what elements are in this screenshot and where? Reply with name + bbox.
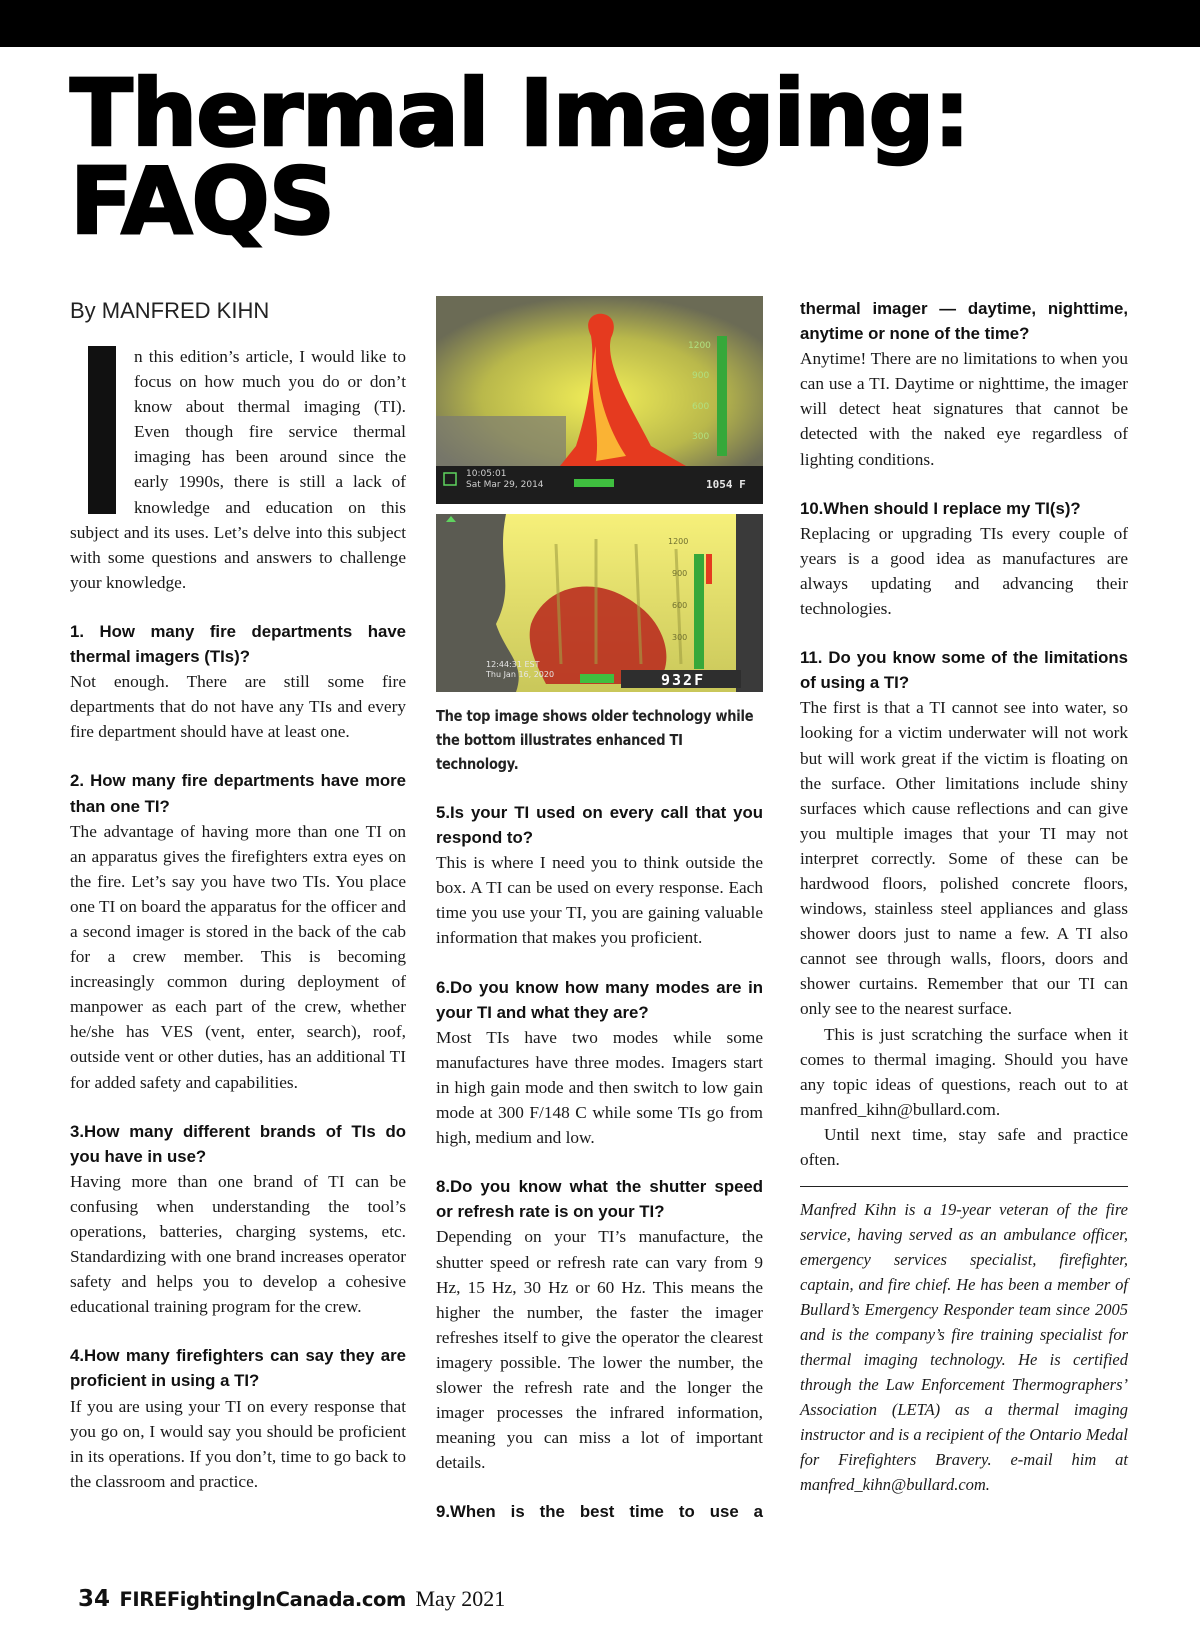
answer-3: Having more than one brand of TI can be confusing when understanding the tool’s operations, batteries, charging systems, etc. Standardizing with one brand increases operator safety and helps you to develop a cohesive educational training program for the crew. <box>70 1171 406 1317</box>
answer-5: This is where I need you to think outside the box. A TI can be used on every response. Each time you use your TI, you are gaining valuable information that makes you proficient. <box>436 853 763 948</box>
top-scale-1: 1200 <box>688 341 711 351</box>
footer-site: FIREFightingInCanada.com <box>119 1588 406 1611</box>
closing-paragraph-1: This is just scratching the surface when it comes to thermal imaging. Should you have any topic ideas of questions, reach out to at manfred_kihn@bullard.com. <box>800 1024 1128 1119</box>
top-scale-2: 900 <box>692 371 710 381</box>
page-footer <box>78 1584 505 1615</box>
column-1 <box>70 296 406 1494</box>
column-2 <box>436 296 763 1524</box>
bottom-scale-4: 300 <box>672 633 688 642</box>
answer-10: Replacing or upgrading TIs every couple of years is a good idea as manufactures are always updating and advancing their technologies. <box>800 523 1128 619</box>
bottom-temp-readout: 932F <box>661 671 706 689</box>
question-1: 1. How many fire departments have thermal imagers (TIs)? <box>70 621 406 667</box>
top-scale-4: 300 <box>692 432 710 442</box>
intro-text: n this edition’s article, I would like to focus on how much you do or don’t know about thermal imaging (TI). Even though fire service thermal imaging has been around since the early 1990s, there is still a lack of knowledge and education on this subject and its uses. Let’s delve into this subject with some questions and answers to challenge your knowledge. <box>70 347 406 592</box>
question-11: 11. Do you know some of the limitations of using a TI? <box>800 648 1128 693</box>
bio-divider <box>800 1186 1128 1187</box>
question-4: 4.How many firefighters can say they are proficient in using a TI? <box>70 1346 406 1391</box>
drop-cap-i <box>80 346 124 514</box>
author-bio: Manfred Kihn is a 19-year veteran of the fire service, having served as an ambulance officer, emergency services specialist, firefighter, captain, and fire chief. He has been a member of Bullard’s Emergency Responder team since 2005 and is the company’s fire training specialist for thermal imaging technology. He is certified through the Law Enforcement Thermographers’ Association (LETA) as a thermal imaging instructor and is a recipient of the Ontario Medal for Firefighters Bravery. e-mail him at manfred_kihn@bullard.com. <box>800 1200 1128 1495</box>
bottom-timestamp-time: 12:44:31 EST <box>486 660 540 669</box>
question-9-start: 9.When is the best time to use a <box>436 1502 763 1522</box>
bottom-scale-2: 900 <box>672 569 688 578</box>
thermal-photo-bottom <box>436 514 763 692</box>
answer-4: If you are using your TI on every response that you go on, I would say you should be proficient in its operations. If you don’t, time to go back to the classroom and practice. <box>70 1396 406 1491</box>
bottom-timestamp-date: Thu Jan 16, 2020 <box>486 670 555 679</box>
question-2: 2. How many fire departments have more than one TI? <box>70 771 406 816</box>
intro-paragraph <box>70 344 406 595</box>
drop-cap-glyph <box>80 346 124 514</box>
top-black-bar <box>0 0 1200 47</box>
page-number: 34 <box>78 1586 111 1612</box>
article-title <box>70 60 1170 255</box>
photo-caption: The top image shows older technology while the bottom illustrates enhanced TI technology. <box>436 707 754 773</box>
closing-paragraph-2: Until next time, stay safe and practice often. <box>800 1124 1128 1169</box>
column-3 <box>800 296 1128 1497</box>
question-3: 3.How many different brands of TIs do you have in use? <box>70 1121 406 1166</box>
top-timestamp-time: 10:05:01 <box>466 469 507 479</box>
bottom-scale-3: 600 <box>672 601 688 610</box>
title-line-2: FAQS <box>70 148 334 255</box>
footer-date: May 2021 <box>415 1586 506 1611</box>
top-battery-icon <box>574 479 614 487</box>
question-6: 6.Do you know how many modes are in your TI and what they are? <box>436 977 763 1022</box>
title-line-1: Thermal Imaging: <box>70 60 970 167</box>
byline: By MANFRED KIHN <box>70 298 270 323</box>
question-10: 10.When should I replace my TI(s)? <box>800 498 1081 518</box>
question-9-continued: thermal imager — daytime, nighttime, anytime or none of the time? <box>800 299 1128 344</box>
question-8: 8.Do you know what the shutter speed or refresh rate is on your TI? <box>436 1177 763 1222</box>
question-5: 5.Is your TI used on every call that you respond to? <box>436 803 763 848</box>
answer-6: Most TIs have two modes while some manufactures have three modes. Imagers start in high gain mode and then switch to low gain mode at 300 F/148 C while some TIs go from high, medium and low. <box>436 1027 763 1148</box>
top-timestamp-date: Sat Mar 29, 2014 <box>466 480 544 490</box>
bottom-battery-icon <box>580 674 614 683</box>
top-temp-readout: 1054 F <box>706 478 746 491</box>
answer-8: Depending on your TI’s manufacture, the shutter speed or refresh rate can vary from 9 Hz, 15 Hz, 30 Hz or 60 Hz. This means the higher the number, the faster the imager refreshes itself to give the operator the clearest imagery possible. The lower the number, the slower the refresh rate and the longer the imager processes the infrared information, meaning you can miss a lot of important details. <box>436 1227 763 1473</box>
answer-9: Anytime! There are no limitations to when you can use a TI. Daytime or nighttime, the imager will detect heat signatures that cannot be detected with the naked eye regardless of lighting conditions. <box>800 349 1128 469</box>
answer-11: The first is that a TI cannot see into water, so looking for a victim underwater will not work but will work great if the victim is floating on the surface. Other limitations include shiny surfaces which cause reflections and can give you multiple images that your TI may not interpret correctly. Some of these can be hardwood floors, polished concrete floors, windows, stainless steel appliances and glass shower doors just to name a few. A TI also cannot see through walls, floors, doors and shower curtains. Remember that our TI can only see to the nearest surface. <box>800 698 1128 1019</box>
answer-2: The advantage of having more than one TI on an apparatus gives the firefighters extra eyes on the fire. Let’s say you have two TIs. You place one TI on board the apparatus for the officer and a second imager is stored in the back of the cab for a crew member. This is becoming increasingly common during deployment of manpower as each part of the crew, whether he/she has VES (vent, enter, search), roof, outside vent or other duties, has an additional TI for added safety and capabilities. <box>70 821 406 1092</box>
bottom-scale-1: 1200 <box>668 537 689 546</box>
top-scale-3: 600 <box>692 402 710 412</box>
thermal-photo-top <box>436 296 763 504</box>
answer-1: Not enough. There are still some fire departments that do not have any TIs and every fire department should have at least one. <box>70 672 406 742</box>
